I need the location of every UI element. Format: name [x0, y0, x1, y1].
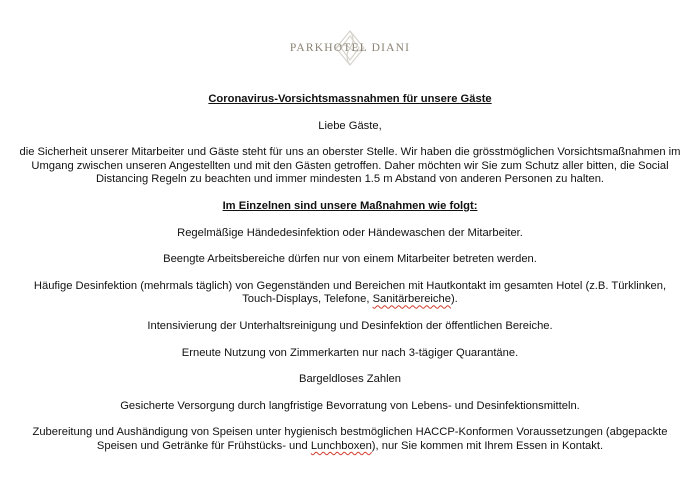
measure-cleaning: Intensivierung der Unterhaltsreinigung und Desinfektion der öffentlichen Bereiche.	[147, 319, 553, 332]
measure-cashless: Bargeldloses Zahlen	[299, 373, 401, 386]
measure-food	[18, 426, 682, 453]
logo-text: PARKHOTEL DIANI	[289, 42, 411, 54]
measure-handhygiene: Regelmäßige Händedesinfektion oder Händewaschen der Mitarbeiter.	[177, 226, 523, 239]
document-title: Coronavirus-Vorsichtsmassnahmen für unsere Gäste	[208, 93, 492, 105]
measure-food-text: Zubereitung und Aushändigung von Speisen unter hygienisch bestmöglichen HACCP-Konformen Voraussetzungen (abgepackte Speisen und Getränke für Frühstücks- und	[32, 426, 668, 452]
measure-food-end: ), nur Sie kommen mit Ihrem Essen in Kontakt.	[371, 439, 604, 452]
measure-food-term: Lunchboxen	[310, 439, 372, 452]
measures-heading: Im Einzelnen sind unsere Maßnahmen wie folgt:	[222, 199, 478, 212]
measure-disinfection-term: Sanitärbereiche	[372, 293, 451, 306]
greeting: Liebe Gäste,	[318, 119, 382, 132]
notice-body	[18, 93, 682, 454]
measure-disinfection	[18, 280, 682, 307]
measure-disinfection-text: Häufige Desinfektion (mehrmals täglich) von Gegenständen und Bereichen mit Hautkontakt im gesamten Hotel (z.B. Türklinken, Touch-Displays, Telefone,	[33, 279, 667, 306]
intro-paragraph: die Sicherheit unserer Mitarbeiter und Gäste steht für uns an oberster Stelle. Wir haben die grösstmöglichen Vorsichtsmaßnahmen im Umgang zwischen unseren Angestellten und mit den Gästen getroffen. Daher möchten wir Sie zum Schutz aller bitten, die Social Distancing Regeln zu beachten und immer mindesten 1.5 m Abstand von anderen Personen zu halten.	[19, 146, 681, 186]
measure-supplies: Gesicherte Versorgung durch langfristige Bevorratung von Lebens- und Desinfektionsmitteln.	[120, 399, 580, 412]
measure-disinfection-end: ).	[450, 293, 458, 306]
measure-workspaces: Beengte Arbeitsbereiche dürfen nur von einem Mitarbeiter betreten werden.	[163, 253, 537, 266]
measure-roomcards: Erneute Nutzung von Zimmerkarten nur nach 3-tägiger Quarantäne.	[181, 346, 519, 359]
hotel-logo	[0, 28, 700, 68]
